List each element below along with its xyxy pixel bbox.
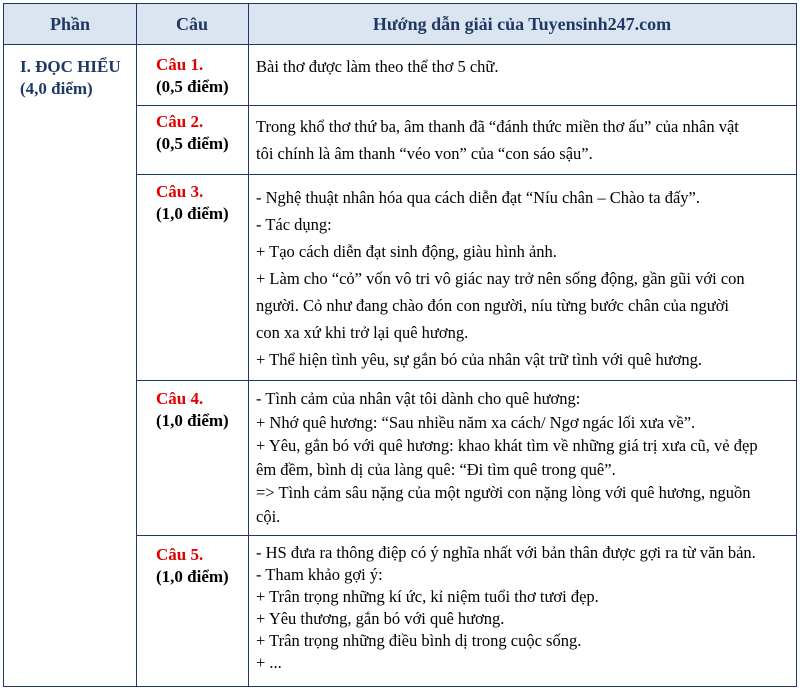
answer-line: + Thể hiện tình yêu, sự gắn bó của nhân vật trữ tình với quê hương.: [256, 350, 702, 369]
answer-line: + Trân trọng những điều bình dị trong cuộc sống.: [256, 631, 582, 650]
answer-4: [256, 387, 791, 528]
answer-line: + Trân trọng những kí ức, kỉ niệm tuổi thơ tươi đẹp.: [256, 587, 599, 606]
question-label: Câu 3.: [156, 182, 204, 201]
header-question: Câu: [175, 14, 208, 34]
question-2: [156, 111, 229, 155]
header-part: Phần: [49, 14, 91, 34]
answer-line: + Yêu, gắn bó với quê hương: khao khát tìm về những giá trị xưa cũ, vẻ đẹp: [256, 436, 758, 455]
question-points: (1,0 điểm): [156, 567, 229, 586]
question-points: (1,0 điểm): [156, 204, 229, 223]
table-header: [4, 4, 796, 45]
question-5: [156, 544, 229, 588]
row-divider: [136, 380, 796, 381]
answer-line: cội.: [256, 506, 281, 526]
answer-line: + Tạo cách diễn đạt sinh động, giàu hình ảnh.: [256, 242, 557, 261]
answer-line: êm đềm, bình dị của làng quê: “Đi tìm quê trong quê”.: [256, 459, 616, 479]
answer-3: [256, 184, 791, 373]
answer-line: tôi chính là âm thanh “véo von” của “con sáo sậu”.: [256, 144, 593, 163]
part-points: (4,0 điểm): [20, 79, 93, 98]
question-label: Câu 2.: [156, 112, 204, 131]
answer-line: => Tình cảm sâu nặng của một người con nặng lòng với quê hương, nguồn: [256, 483, 751, 502]
answer-line: người. Cỏ như đang chào đón con người, níu từng bước chân của người: [256, 296, 730, 315]
answer-5: [256, 542, 791, 674]
answer-line: con xa xứ khi trở lại quê hương.: [256, 323, 469, 342]
answer-line: - HS đưa ra thông điệp có ý nghĩa nhất với bản thân được gợi ra từ văn bản.: [256, 543, 756, 562]
answer-line: - Tác dụng:: [256, 215, 332, 234]
column-divider: [136, 4, 137, 686]
question-label: Câu 5.: [156, 545, 204, 564]
question-points: (0,5 điểm): [156, 77, 229, 96]
question-label: Câu 1.: [156, 55, 204, 74]
row-divider: [136, 535, 796, 536]
answer-line: Bài thơ được làm theo thể thơ 5 chữ.: [256, 57, 499, 76]
question-1: [156, 54, 229, 98]
question-4: [156, 388, 229, 432]
answer-line: + Làm cho “cỏ” vốn vô tri vô giác nay trở nên sống động, gần gũi với con: [256, 269, 745, 288]
question-3: [156, 181, 229, 225]
question-points: (0,5 điểm): [156, 134, 229, 153]
answer-line: + Yêu thương, gắn bó với quê hương.: [256, 609, 505, 628]
answer-line: + ...: [256, 653, 282, 672]
answer-line: + Nhớ quê hương: “Sau nhiều năm xa cách/ Ngơ ngác lối xưa về”.: [256, 412, 696, 432]
row-divider: [136, 105, 796, 106]
header-guide: Hướng dẫn giải của Tuyensinh247.com: [372, 14, 672, 34]
answer-2: [256, 113, 791, 167]
question-label: Câu 4.: [156, 389, 204, 408]
part-title: I. ĐỌC HIỂU: [20, 57, 121, 76]
answer-line: Trong khổ thơ thứ ba, âm thanh đã “đánh thức miền thơ ấu” của nhân vật: [256, 117, 739, 136]
part-label: [20, 56, 121, 100]
answer-line: - Tình cảm của nhân vật tôi dành cho quê hương:: [256, 389, 581, 408]
answer-line: - Nghệ thuật nhân hóa qua cách diễn đạt “Níu chân – Chào ta đấy”.: [256, 188, 700, 207]
answer-table: [3, 3, 797, 687]
answer-line: - Tham khảo gợi ý:: [256, 565, 383, 584]
row-divider: [136, 174, 796, 175]
answer-1: [256, 55, 791, 79]
question-points: (1,0 điểm): [156, 411, 229, 430]
column-divider: [248, 4, 249, 686]
